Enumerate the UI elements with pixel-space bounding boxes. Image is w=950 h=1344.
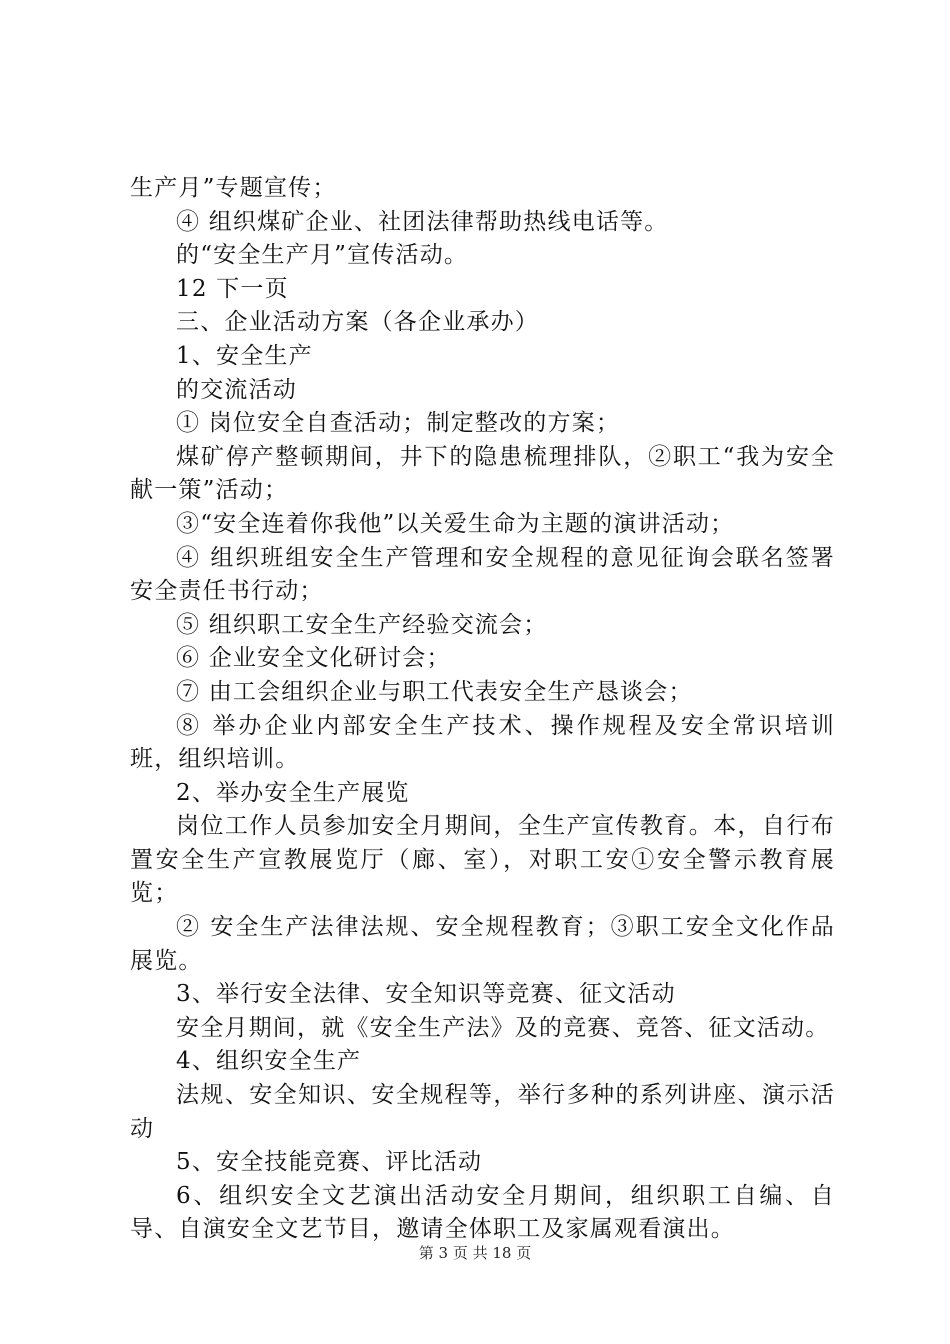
subheading-5: 5、安全技能竞赛、评比活动 <box>176 1149 483 1176</box>
page-number-label: 第 3 页 共 18 页 <box>418 1244 532 1262</box>
list-item-7: ⑦ 由工会组织企业与职工代表安全生产恳谈会； <box>176 678 693 705</box>
subheading-1: 1、安全生产 <box>176 342 313 369</box>
paragraph-4: 12 下一页 <box>176 275 289 302</box>
section-heading-3: 三、企业活动方案（各企业承办） <box>176 309 539 336</box>
paragraph-20: 安全月期间，就《安全生产法》及的竞赛、竞答、征文活动。 <box>176 1014 830 1041</box>
list-item-4: ④ 组织班组安全生产管理和安全规程的意见征询会联名签署安全责任书行动； <box>130 544 835 605</box>
paragraph-22: 法规、安全知识、安全规程等，举行多种的系列讲座、演示活动 <box>130 1082 835 1142</box>
paragraph-2: ④ 组织煤矿企业、社团法律帮助热线电话等。 <box>176 208 669 235</box>
paragraph-1: 生产月”专题宣传； <box>130 175 337 201</box>
paragraph-24: 6、组织安全文艺演出活动安全月期间，组织职工自编、自导、自演安全文艺节目，邀请全体职工及家属观看演出。 <box>130 1182 835 1243</box>
list-item-1: ① 岗位安全自查活动；制定整改的方案； <box>176 410 621 437</box>
page-footer <box>0 1243 950 1263</box>
paragraph-9: 煤矿停产整顿期间，井下的隐患梳理排队，②职工“我为安全献一策”活动； <box>130 443 835 504</box>
document-body <box>130 172 835 1247</box>
paragraph-17: 岗位工作人员参加安全月期间，全生产宣传教育。本，自行布置安全生产宣教展览厅（廊、室），对职工安①安全警示教育展览； <box>130 813 835 907</box>
list-item-8: ⑧ 举办企业内部安全生产技术、操作规程及安全常识培训班，组织培训。 <box>130 712 835 773</box>
subheading-4: 4、组织安全生产 <box>176 1048 362 1075</box>
paragraph-7: 的交流活动 <box>176 376 297 403</box>
subheading-3: 3、举行安全法律、安全知识等竞赛、征文活动 <box>176 981 676 1008</box>
list-item-5: ⑤ 组织职工安全生产经验交流会； <box>176 611 548 638</box>
subheading-2: 2、举办安全生产展览 <box>176 779 410 806</box>
list-item-6: ⑥ 企业安全文化研讨会； <box>176 645 451 672</box>
paragraph-18: ② 安全生产法律法规、安全规程教育；③职工安全文化作品展览。 <box>130 914 835 974</box>
list-item-3: ③“安全连着你我他”以关爱生命为主题的演讲活动； <box>176 510 735 537</box>
paragraph-3: 的“安全生产月”宣传活动。 <box>176 242 469 269</box>
